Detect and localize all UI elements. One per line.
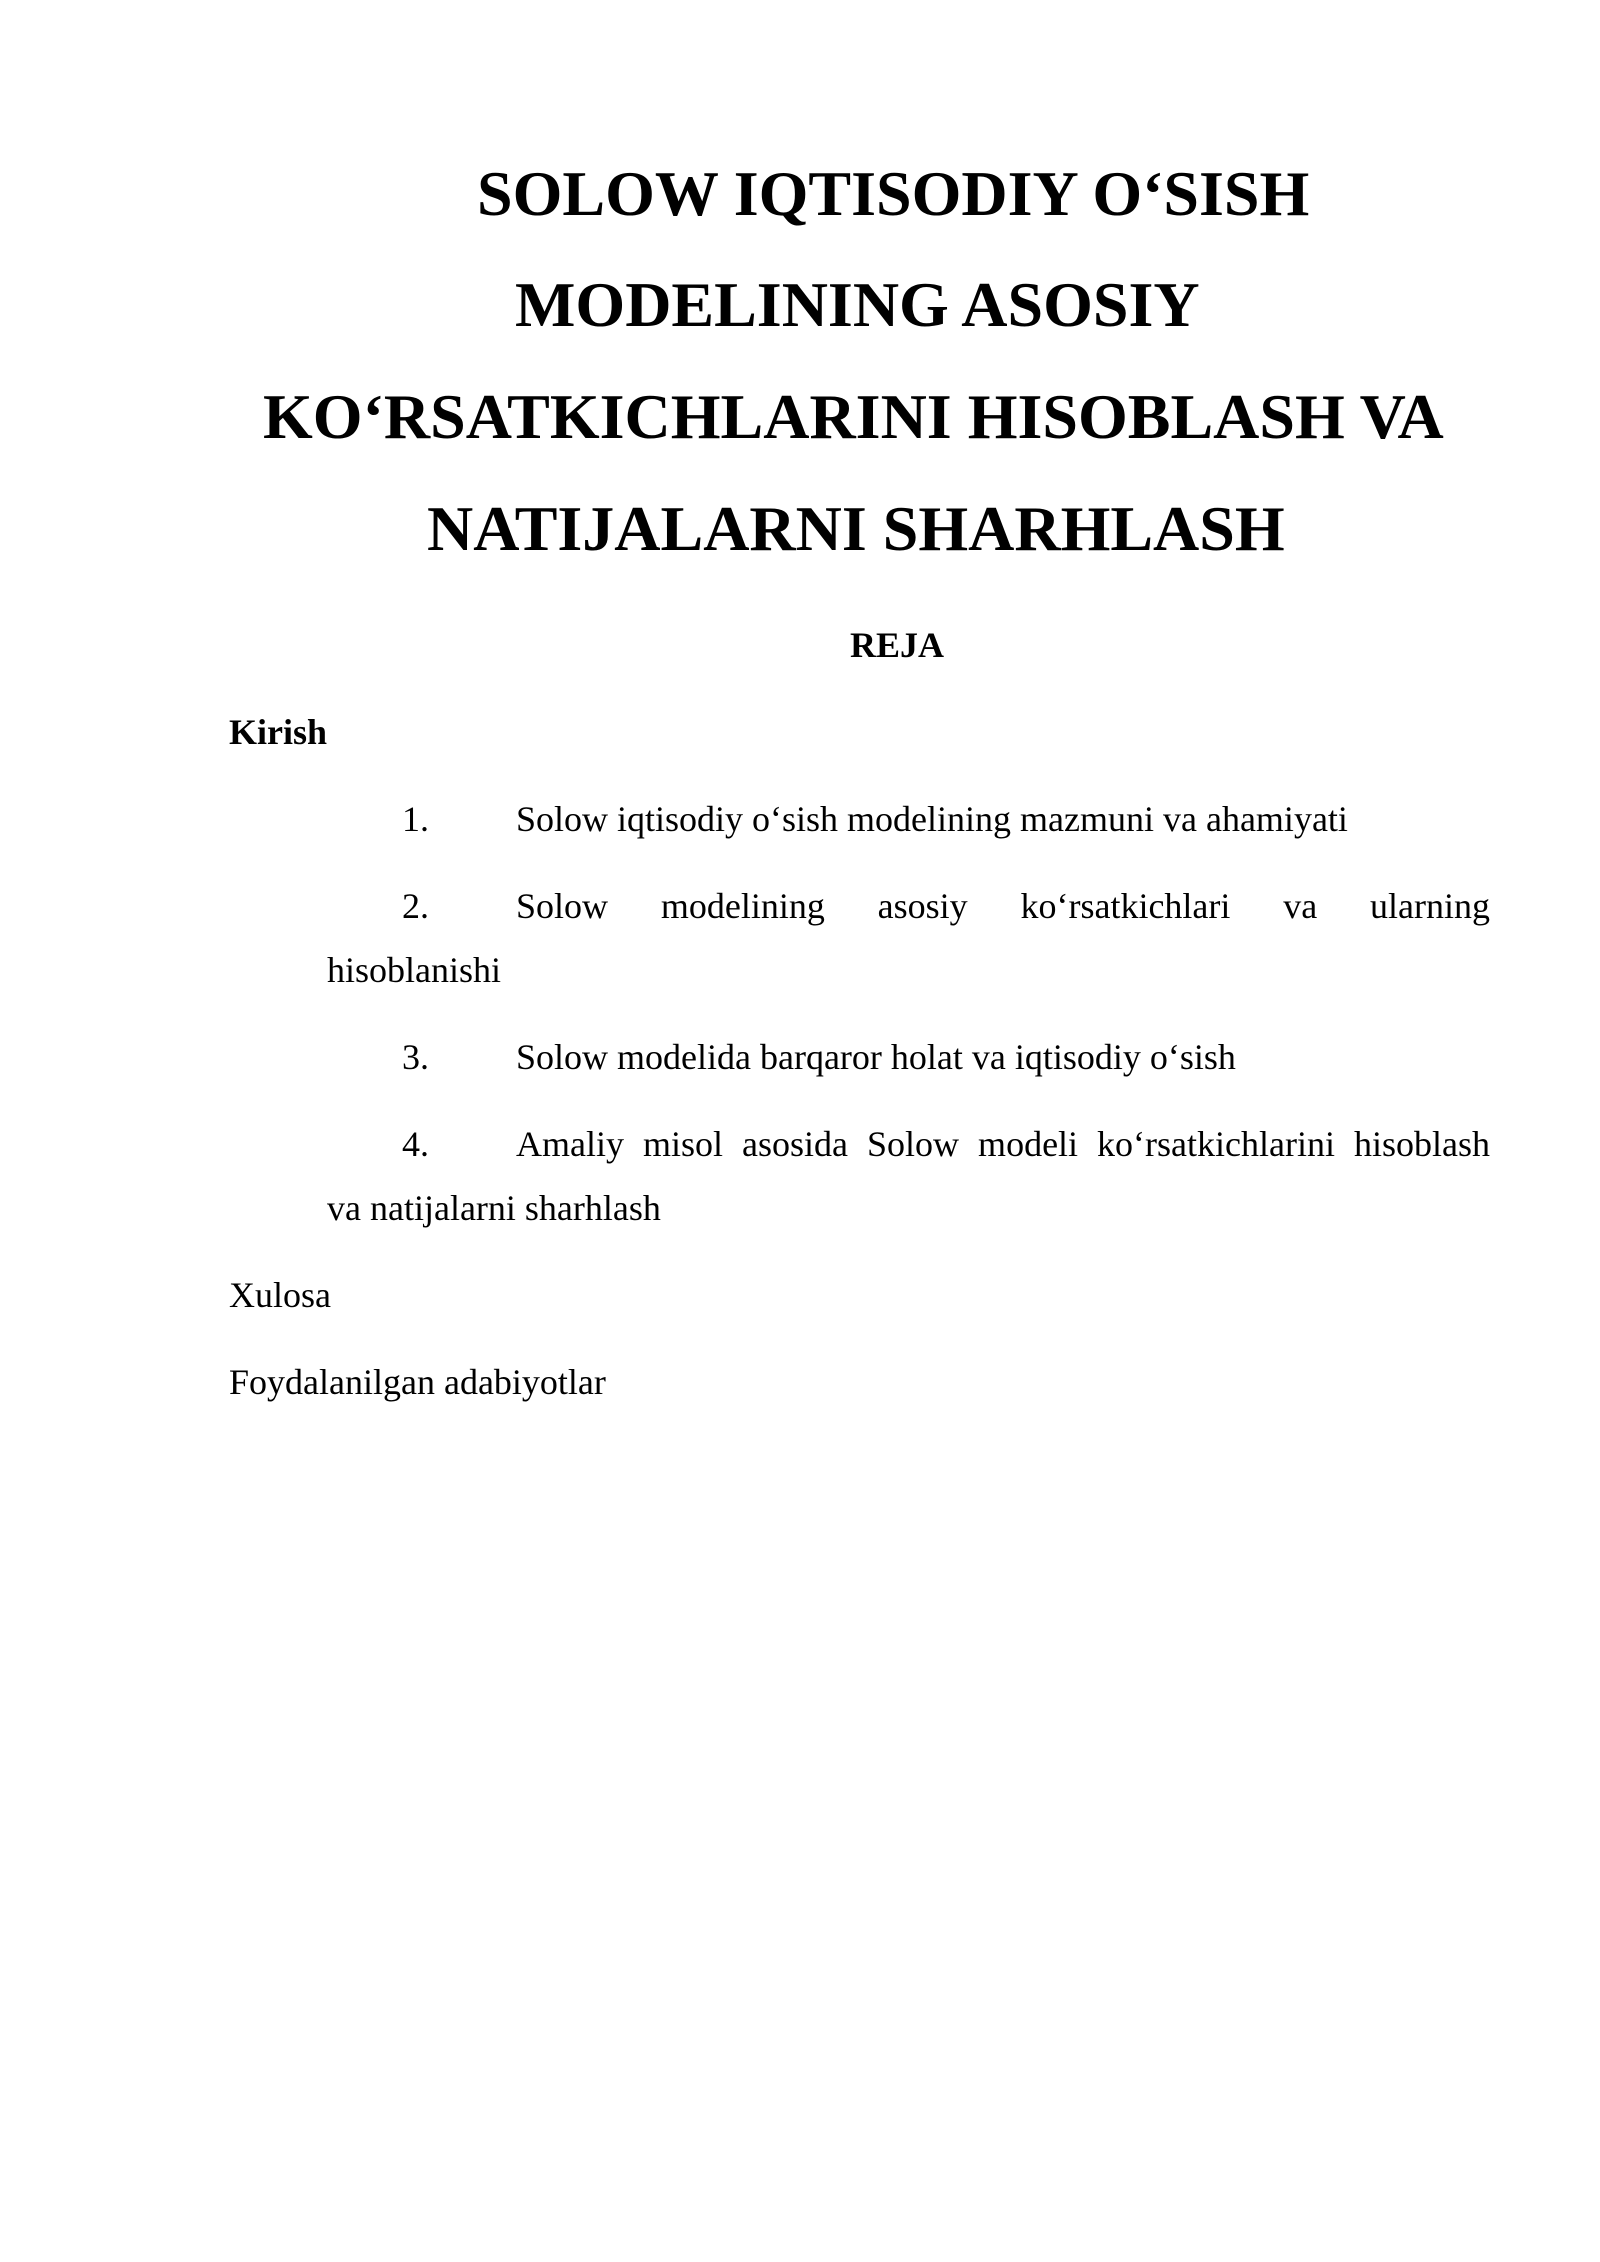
plan-item-2-number: 2. [402, 886, 429, 926]
plan-item-1-text: Solow iqtisodiy o‘sish modelining mazmuni va ahamiyati [516, 799, 1348, 839]
plan-item-4-number: 4. [402, 1124, 429, 1164]
document-title-line-3: KO‘RSATKICHLARINI HISOBLASH VA [263, 381, 1444, 452]
references-heading: Foydalanilgan adabiyotlar [229, 1362, 606, 1402]
document-title-line-2: MODELINING ASOSIY [515, 269, 1200, 340]
plan-item-4-continuation: va natijalarni sharhlash [327, 1188, 661, 1228]
plan-item-1-number: 1. [402, 799, 429, 839]
document-title-line-1: SOLOW IQTISODIY O‘SISH [477, 158, 1310, 229]
plan-item-2-continuation: hisoblanishi [327, 950, 502, 990]
plan-item-4-text: Amaliy misol asosida Solow modeli ko‘rsatkichlarini hisoblash [516, 1124, 1490, 1164]
plan-item-3-text: Solow modelida barqaror holat va iqtisodiy o‘sish [516, 1037, 1236, 1077]
conclusion-heading: Xulosa [229, 1275, 331, 1315]
plan-item-3-number: 3. [402, 1037, 429, 1077]
intro-heading: Kirish [229, 712, 328, 752]
plan-heading: REJA [850, 625, 945, 665]
plan-item-2-text: Solow modelining asosiy ko‘rsatkichlari va ularning [516, 886, 1490, 926]
document-title-line-4: NATIJALARNI SHARHLASH [427, 493, 1285, 564]
